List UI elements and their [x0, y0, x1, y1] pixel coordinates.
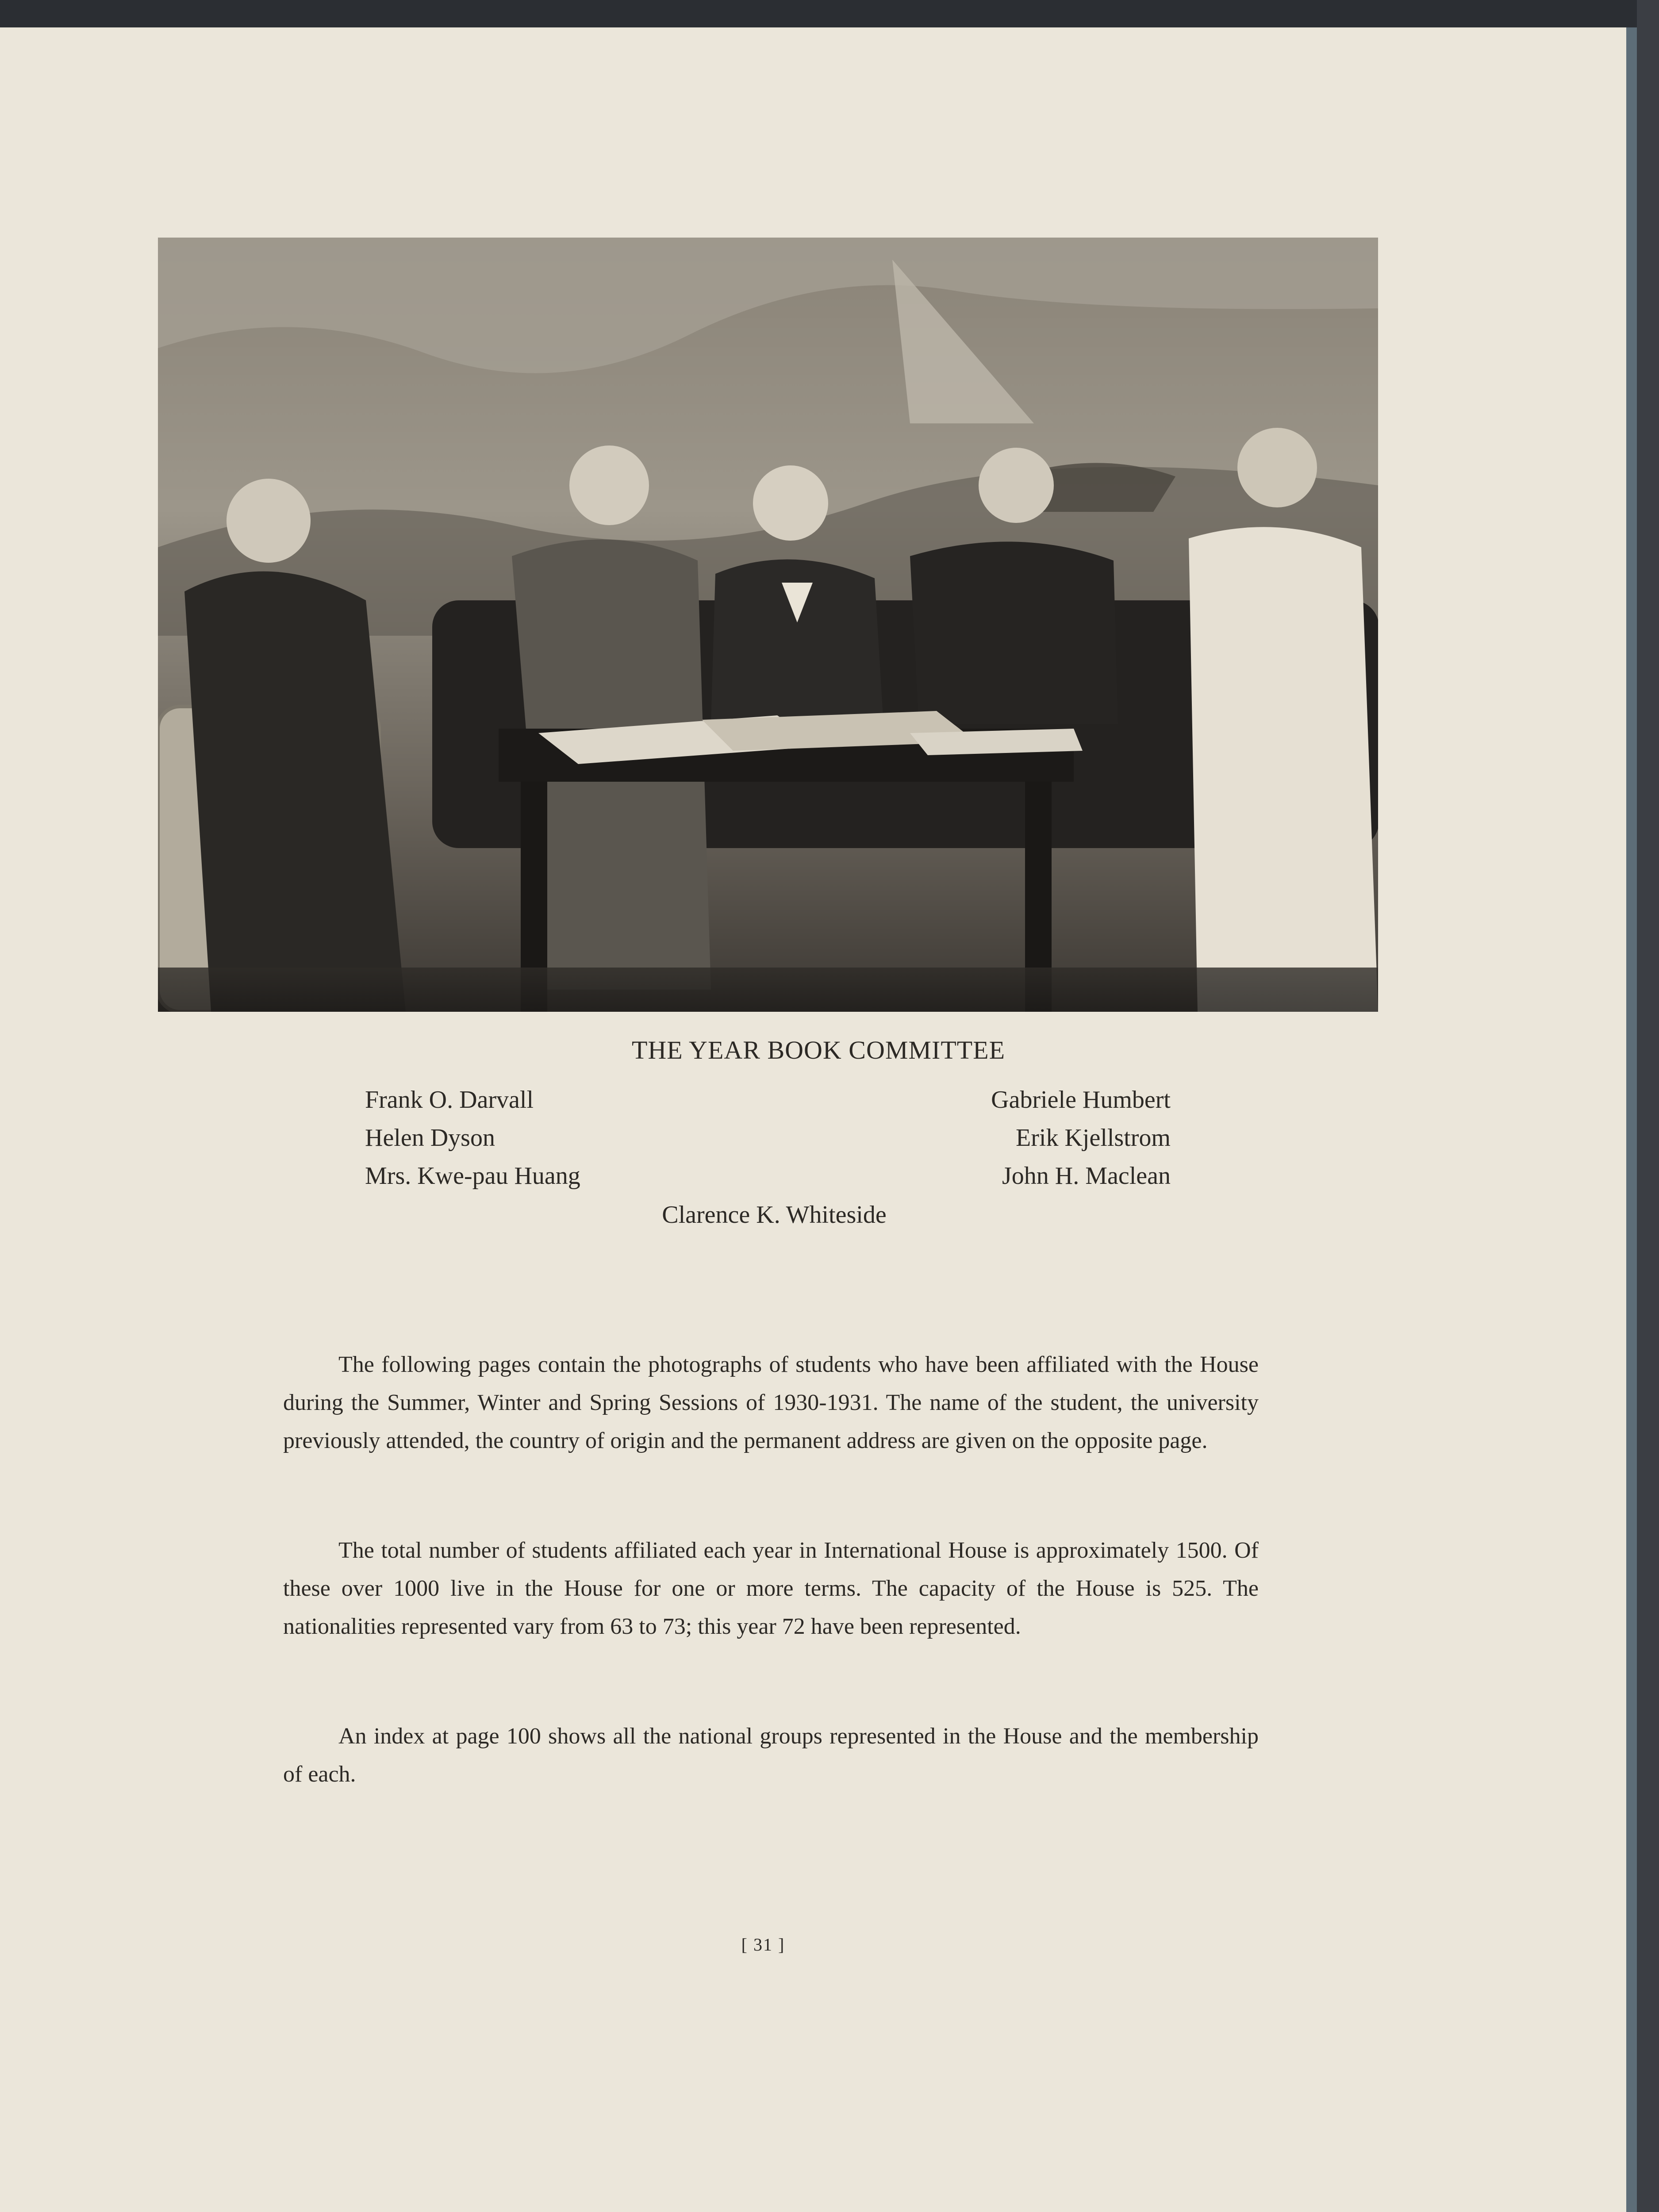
committee-member-name: Gabriele Humbert: [991, 1086, 1171, 1114]
scan-top-edge: [0, 0, 1659, 27]
body-paragraph: The following pages contain the photographs of students who have been affiliated with the House during the Summer, Winter and Spring Sessions of 1930-1931. The name of the student, the university previously attended, the country of origin and the permanent address are given on the opposite page.: [283, 1352, 1259, 1453]
caption-title: THE YEAR BOOK COMMITTEE: [631, 1036, 1006, 1064]
committee-photograph: [158, 238, 1378, 1012]
committee-member-name: John H. Maclean: [1002, 1162, 1171, 1190]
committee-member-name: Clarence K. Whiteside: [662, 1201, 887, 1229]
page-number: [ 31 ]: [741, 1935, 785, 1955]
committee-member-name: Helen Dyson: [365, 1124, 495, 1152]
photograph-illustration: [158, 238, 1378, 1012]
scan-right-edge: [1637, 0, 1659, 2212]
body-paragraph: The total number of students affiliated each year in International House is approximately 1500. Of these over 1000 live in the House for one or more terms. The capacity of the House is 525. The nationalities represented vary from 63 to 73; this year 72 have been represented.: [283, 1538, 1259, 1639]
committee-member-name: Mrs. Kwe-pau Huang: [365, 1162, 580, 1190]
committee-member-name: Frank O. Darvall: [365, 1086, 534, 1114]
committee-member-name: Erik Kjellstrom: [1016, 1124, 1171, 1152]
body-paragraph: An index at page 100 shows all the national groups represented in the House and the membership of each.: [283, 1724, 1259, 1787]
book-page: [0, 27, 1637, 2212]
